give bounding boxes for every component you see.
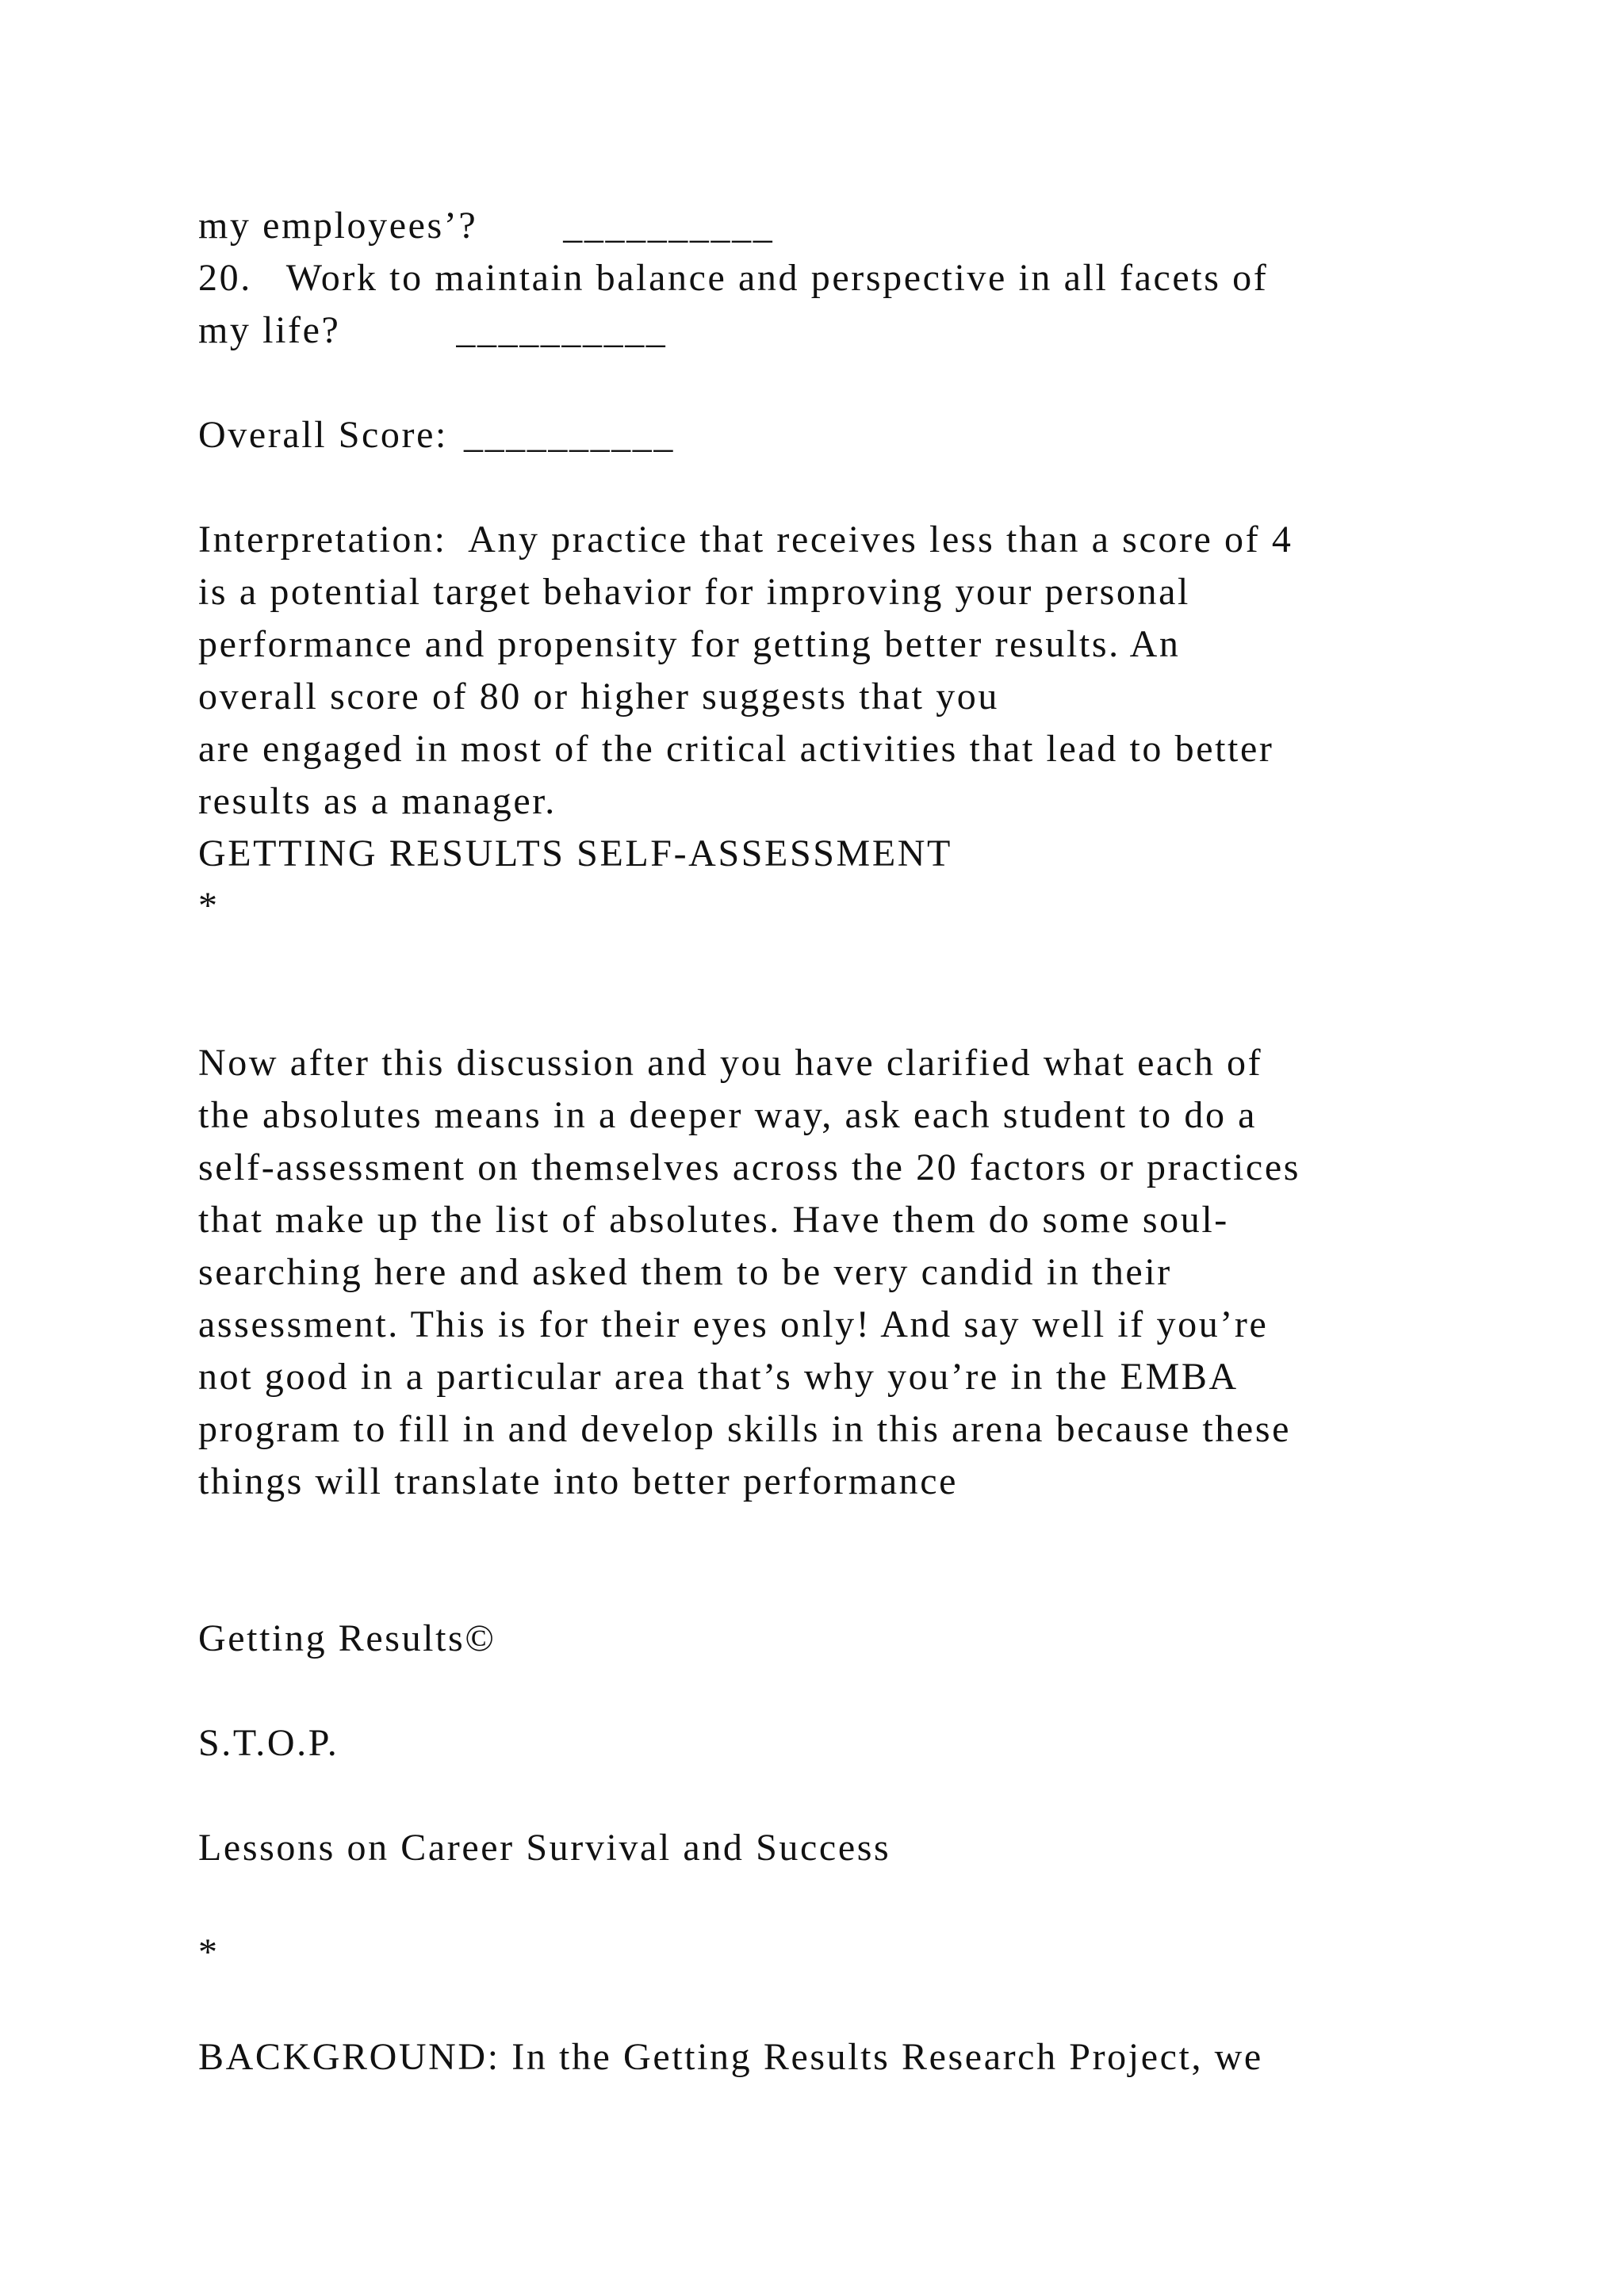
getting-results-title: Getting Results© (198, 1617, 496, 1659)
section-heading: GETTING RESULTS SELF-ASSESSMENT (198, 832, 952, 874)
overall-score (198, 409, 1546, 461)
question-19-text: my employees’? (198, 205, 478, 247)
overall-score-label: Overall Score: (198, 414, 448, 456)
question-20-answer-blank: __________ (456, 309, 668, 351)
notes-line: Now after this discussion and you have clarified what each of (198, 1042, 1263, 1084)
interpretation-line: are engaged in most of the critical activities that lead to better (198, 728, 1274, 770)
stop-title: S.T.O.P. (198, 1722, 339, 1764)
document-page (198, 200, 1546, 2084)
interpretation-line: is a potential target behavior for improving your personal (198, 571, 1190, 613)
question-20: 20. Work to maintain balance and perspective in all facets of (198, 257, 1269, 299)
lessons-subtitle: Lessons on Career Survival and Success (198, 1827, 891, 1869)
notes-line: assessment. This is for their eyes only! And say well if you’re (198, 1303, 1269, 1345)
question-19-answer-blank: __________ (563, 205, 775, 247)
background-line: BACKGROUND: In the Getting Results Research Project, we (198, 2036, 1263, 2078)
notes-line: self-assessment on themselves across the 20 factors or practices (198, 1146, 1301, 1188)
interpretation-line: performance and propensity for getting better results. An (198, 623, 1181, 665)
notes-line: searching here and asked them to be very candid in their (198, 1251, 1172, 1293)
overall-score-blank: __________ (463, 414, 675, 456)
interpretation-line: overall score of 80 or higher suggests that you (198, 675, 999, 718)
notes-line: the absolutes means in a deeper way, ask each student to do a (198, 1094, 1258, 1136)
asterisk-marker: * (198, 1931, 220, 1973)
notes-line: that make up the list of absolutes. Have them do some soul- (198, 1199, 1229, 1241)
instructor-notes-paragraph (198, 1037, 1546, 1508)
question-20-text: my life? (198, 309, 341, 351)
notes-line: not good in a particular area that’s why you’re in the EMBA (198, 1356, 1239, 1398)
interpretation-line: results as a manager. (198, 780, 557, 822)
notes-line: program to fill in and develop skills in this arena because these (198, 1408, 1291, 1450)
interpretation-paragraph (198, 514, 1546, 828)
interpretation-line: Interpretation: Any practice that receives less than a score of 4 (198, 519, 1293, 561)
notes-line: things will translate into better performance (198, 1460, 959, 1502)
question-20-continuation (198, 304, 1546, 357)
asterisk-marker: * (198, 885, 220, 927)
question-19-continuation (198, 200, 1546, 252)
